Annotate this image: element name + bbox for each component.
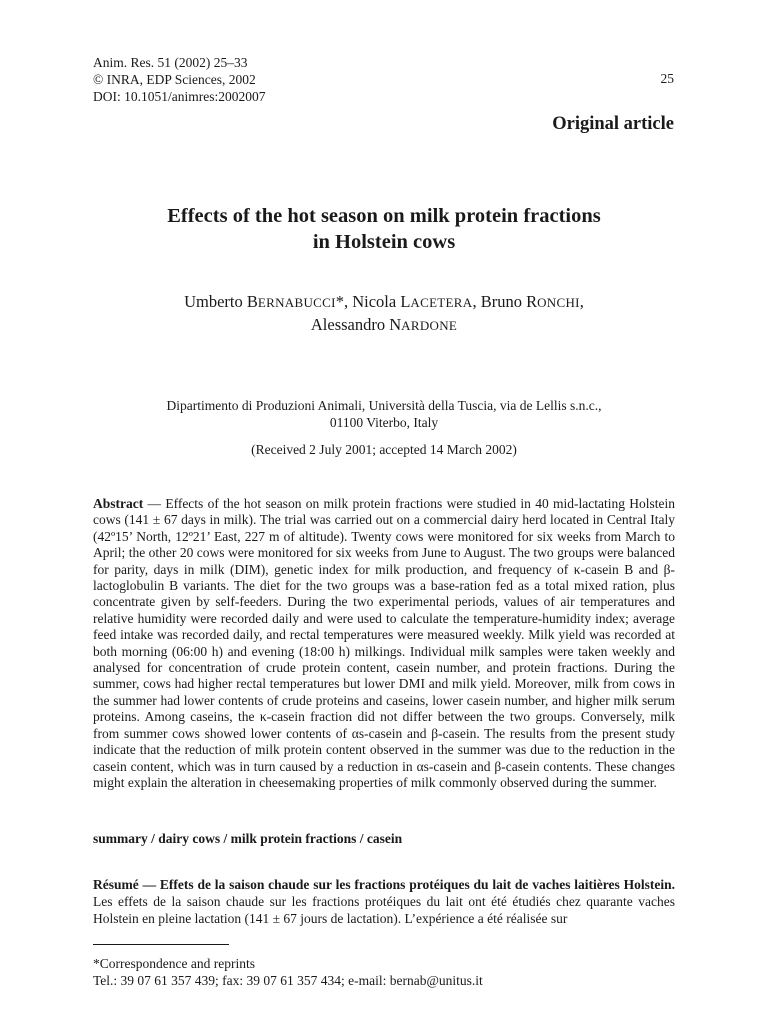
author-list — [93, 291, 675, 337]
authors-line-1 — [93, 291, 675, 314]
author-separator: , — [472, 292, 481, 311]
footnotes — [93, 955, 483, 989]
footnote-divider — [93, 944, 229, 945]
author-3-surname: ONCHI — [537, 295, 580, 310]
author-2-surname: ACETERA — [410, 295, 473, 310]
author-4-first: Alessandro N — [310, 315, 402, 334]
journal-header — [93, 54, 265, 105]
keywords: summary / dairy cows / milk protein fractions / casein — [93, 831, 403, 846]
copyright-line: © INRA, EDP Sciences, 2002 — [93, 72, 256, 87]
abstract — [93, 496, 675, 791]
correspondence-note: *Correspondence and reprints — [93, 956, 255, 971]
received-dates: (Received 2 July 2001; accepted 14 March 2002) — [251, 442, 517, 457]
author-1-surname: ERNABUCCI — [257, 295, 336, 310]
resume-text: Les effets de la saison chaude sur les fractions protéiques du lait ont été étudiés chez quarante vaches Holstein en pleine lactation (141 ± 67 jours de lactation). L’expérience a été réalisée sur — [93, 894, 675, 926]
resume-title: — Effets de la saison chaude sur les fractions protéiques du lait de vaches laitières Holstein. — [138, 877, 675, 892]
author-3-first: Bruno R — [480, 292, 538, 311]
affiliation-line-2: 01100 Viterbo, Italy — [329, 415, 439, 430]
resume-label: Résumé — [93, 877, 139, 892]
author-1-mark: *, — [335, 292, 353, 311]
affiliation-line-1: Dipartimento di Produzioni Animali, Università della Tuscia, via de Lellis s.n.c., — [166, 398, 602, 413]
author-2-first: Nicola L — [352, 292, 411, 311]
article-type: Original article — [552, 114, 674, 134]
journal-citation: Anim. Res. 51 (2002) 25–33 — [93, 55, 248, 70]
title-line-2: in Holstein cows — [312, 231, 456, 253]
resume — [93, 876, 675, 927]
author-4-surname: ARDONE — [401, 318, 458, 333]
title-line-1: Effects of the hot season on milk protein fractions — [167, 205, 601, 227]
contact-details: Tel.: 39 07 61 357 439; fax: 39 07 61 357 434; e-mail: bernab@unitus.it — [93, 973, 483, 988]
doi-line: DOI: 10.1051/animres:2002007 — [93, 89, 266, 104]
author-1-first: Umberto B — [184, 292, 258, 311]
article-title — [93, 203, 675, 255]
author-separator: , — [579, 292, 584, 311]
page-number: 25 — [660, 71, 674, 86]
abstract-text: — Effects of the hot season on milk protein fractions were studied in 40 mid-lactating Holstein cows (141 ± 67 days in milk). The trial was carried out on a commercial dairy herd located in Central Italy (42º15’ North, 12º21’ East, 227 m of altitude). Twenty cows were monitored for six weeks from March to April; the other 20 cows were monitored for six weeks from June to August. The two groups were balanced for parity, days in milk (DIM), genetic index for milk production, and frequency of κ-casein B and β-lactoglobulin B variants. The diet for the two groups was a base-ration fed as a total mixed ration, plus concentrate given by self-feeders. During the two experimental periods, values of air temperatures and relative humidity were recorded daily and were used to calculate the temperature-humidity index; average feed intake was recorded daily, and rectal temperatures were measured weekly. Milk yield was recorded at both morning (06:00 h) and evening (18:00 h) milkings. Individual milk samples were taken weekly and analysed for concentration of crude protein content, casein number, and protein fractions. During the summer, cows had higher rectal temperatures but lower DMI and milk yield. Moreover, milk from cows in the summer had lower contents of crude proteins and caseins, lower casein number, and higher milk serum proteins. Among caseins, the κ-casein fraction did not differ between the two groups. Conversely, milk from summer cows showed lower contents of αs-casein and β-casein. The results from the present study indicate that the reduction of milk protein content observed in the summer was due to the reduction in the casein content, which was in turn caused by a reduction in αs-casein and β-casein contents. These changes might explain the alteration in cheesemaking properties of milk commonly observed during the summer. — [93, 496, 675, 790]
authors-line-2 — [93, 314, 675, 337]
abstract-label: Abstract — [93, 496, 144, 511]
affiliation — [93, 397, 675, 431]
